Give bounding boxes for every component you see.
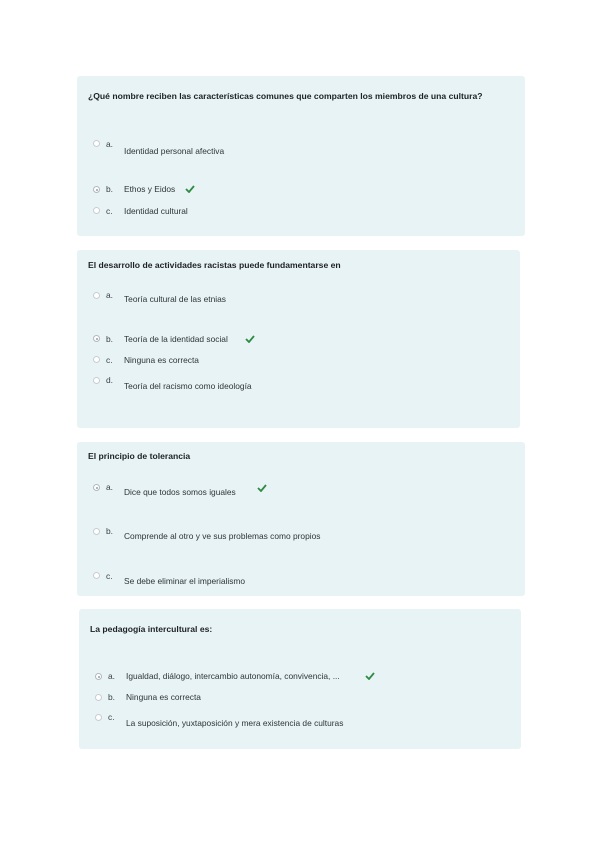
option-label[interactable]: Comprende al otro y ve sus problemas como propios: [124, 531, 321, 541]
option-label[interactable]: La suposición, yuxtaposición y mera existencia de culturas: [126, 718, 344, 728]
option-letter: a.: [106, 482, 113, 492]
option-letter: c.: [106, 571, 113, 581]
option-label[interactable]: Identidad cultural: [124, 206, 188, 216]
option-letter: c.: [106, 355, 113, 365]
radio-icon[interactable]: [93, 207, 100, 214]
radio-icon[interactable]: [93, 528, 100, 535]
check-icon: [185, 185, 195, 193]
question-card-3: [77, 442, 525, 596]
radio-icon[interactable]: [93, 186, 100, 193]
question-text: ¿Qué nombre reciben las características comunes que comparten los miembros de una cultura?: [88, 91, 483, 101]
option-label[interactable]: Se debe eliminar el imperialismo: [124, 576, 246, 586]
radio-icon[interactable]: [95, 694, 102, 701]
radio-icon[interactable]: [95, 714, 102, 721]
radio-icon[interactable]: [93, 484, 100, 491]
option-label[interactable]: Igualdad, diálogo, intercambio autonomía, convivencia, ...: [126, 671, 340, 681]
option-label[interactable]: Ninguna es correcta: [124, 355, 199, 365]
radio-icon[interactable]: [93, 140, 100, 147]
option-label[interactable]: Identidad personal afectiva: [124, 146, 225, 156]
radio-icon[interactable]: [93, 572, 100, 579]
option-label[interactable]: Teoría de la identidad social: [124, 334, 228, 344]
question-text: El principio de tolerancia: [88, 451, 191, 461]
radio-icon[interactable]: [95, 673, 102, 680]
question-text: El desarrollo de actividades racistas puede fundamentarse en: [88, 260, 341, 270]
option-label[interactable]: Ninguna es correcta: [126, 692, 201, 702]
check-icon: [365, 672, 375, 680]
question-text: La pedagogía intercultural es:: [90, 624, 213, 634]
option-letter: c.: [108, 712, 115, 722]
option-label[interactable]: Teoría del racismo como ideología: [124, 381, 252, 391]
radio-icon[interactable]: [93, 335, 100, 342]
option-letter: b.: [106, 334, 113, 344]
option-letter: d.: [106, 375, 113, 385]
check-icon: [257, 484, 267, 492]
option-label[interactable]: Teoría cultural de las etnias: [124, 294, 226, 304]
option-letter: a.: [106, 139, 113, 149]
check-icon: [245, 335, 255, 343]
radio-icon[interactable]: [93, 377, 100, 384]
radio-icon[interactable]: [93, 356, 100, 363]
option-letter: b.: [108, 692, 115, 702]
option-letter: a.: [106, 290, 113, 300]
option-label[interactable]: Dice que todos somos iguales: [124, 487, 236, 497]
option-label[interactable]: Ethos y Eidos: [124, 184, 176, 194]
option-letter: b.: [106, 526, 113, 536]
question-card-4: [79, 609, 521, 749]
question-card-2: [77, 250, 520, 428]
option-letter: c.: [106, 206, 113, 216]
radio-icon[interactable]: [93, 292, 100, 299]
option-letter: a.: [108, 671, 115, 681]
question-card-1: [77, 76, 525, 236]
option-letter: b.: [106, 184, 113, 194]
